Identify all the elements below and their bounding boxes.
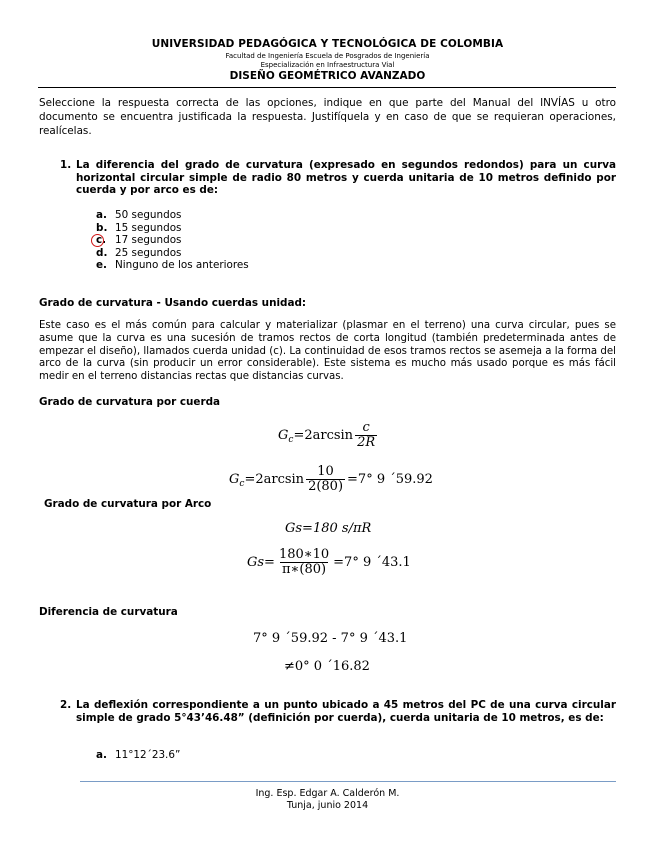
- difference-title: Diferencia de curvatura: [39, 606, 178, 618]
- header-divider: [38, 87, 616, 88]
- by-arc-title: Grado de curvatura por Arco: [44, 498, 212, 510]
- question-1-number: 1.: [60, 159, 72, 171]
- section-chord-title: Grado de curvatura - Usando cuerdas unidad:: [39, 297, 307, 309]
- difference-line-1: 7° 9 ´59.92 - 7° 9 ´43.1: [253, 631, 408, 646]
- chord-formula-computed: G c =2arcsin $\frac{10}{2(80)}$ =7° 9 ´59.92: [229, 464, 433, 494]
- question-2-number: 2.: [60, 699, 72, 711]
- course-title: DISEÑO GEOMÉTRICO AVANZADO: [229, 70, 426, 82]
- footer-place-date: Tunja, junio 2014: [286, 800, 369, 811]
- faculty-name: Facultad de Ingeniería Escuela de Posgrados de Ingeniería: [225, 52, 430, 60]
- specialization-name: Especialización en Infraestructura Vial: [260, 61, 395, 69]
- selected-answer-circle: [91, 234, 104, 247]
- university-name: UNIVERSIDAD PEDAGÓGICA Y TECNOLÓGICA DE COLOMBIA: [151, 38, 504, 50]
- question-2-text: La deflexión correspondiente a un punto ubicado a 45 metros del PC de una curva circular simple de grado 5°43’46.48” (definición por cuerda), cuerda unitaria de 10 metros, es de:: [76, 699, 616, 724]
- footer-divider: [80, 781, 616, 782]
- difference-line-2: ≠0° 0 ´16.82: [284, 659, 370, 674]
- by-chord-title: Grado de curvatura por cuerda: [39, 396, 221, 408]
- question-1-text: La diferencia del grado de curvatura (expresado en segundos redondos) para un curva horizontal circular simple de radio 80 metros y cuerda unitaria de 10 metros definido por cuerda y por arco es de:: [76, 159, 616, 196]
- chord-formula-general: G c =2arcsin $\frac{c}{2R}$: [278, 420, 376, 450]
- arc-formula-computed: Gs= $\frac{180∗10}{\pi∗(80)}$ =7° 9 ´43.1: [247, 547, 411, 577]
- instructions-paragraph: Seleccione la respuesta correcta de las opciones, indique en que parte del Manual del INVÍAS u otro documento se encuentra justificada la respuesta. Justifíquela y en caso de que se requieran operaciones, realícelas.: [39, 97, 616, 137]
- arc-formula-general: Gs=180 s/πR: [285, 521, 372, 536]
- section-chord-paragraph: Este caso es el más común para calcular y materializar (plasmar en el terreno) una curva circular, pues se asume que la curva es una sucesión de tramos rectos de corta longitud (también predeterminada antes de empezar el diseño), llamados cuerda unidad (c). La continuidad de esos tramos rectos se asemeja a la forma del arco de la curva (sin producir un error considerable). Este sistema es mucho más usado porque es más fácil medir en el terreno distancias rectas que distancias curvas.: [39, 320, 616, 383]
- footer-author: Ing. Esp. Edgar A. Calderón M.: [255, 788, 400, 799]
